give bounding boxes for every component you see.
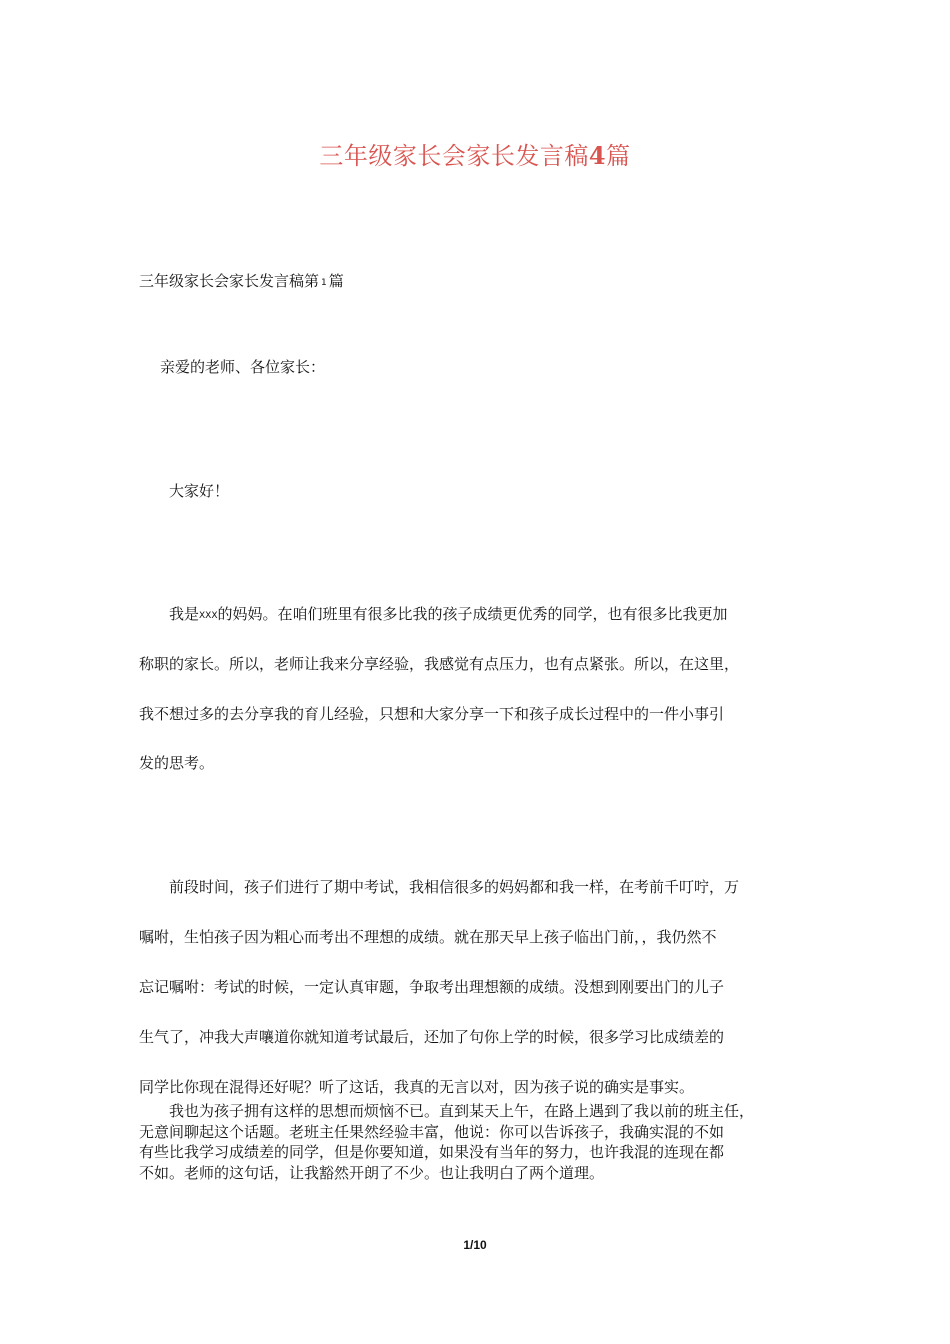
paragraph-1-line-1	[169, 603, 728, 624]
paragraph-2-line-5: 同学比你现在混得还好呢？听了这话，我真的无言以对，因为孩子说的确实是事实。	[139, 1078, 695, 1096]
paragraph-3-line-3: 有些比我学习成绩差的同学，但是你要知道，如果没有当年的努力，也许我混的连现在都	[139, 1143, 725, 1161]
section-number: 1	[321, 278, 327, 288]
p1-pre: 我是	[169, 605, 200, 623]
section-suffix: 篇	[328, 272, 344, 290]
paragraph-1-line-3: 我不想过多的去分享我的育儿经验，只想和大家分享一下和孩子成长过程中的一件小事引	[139, 705, 725, 723]
greeting: 大家好！	[169, 482, 230, 500]
title-number: 4	[588, 141, 607, 170]
section-heading	[139, 270, 344, 291]
paragraph-3-line-4: 不如。老师的这句话，让我豁然开朗了不少。也让我明白了两个道理。	[139, 1164, 605, 1182]
document-title	[0, 136, 950, 171]
paragraph-2-line-4: 生气了，冲我大声嚷道你就知道考试最后，还加了句你上学的时候，很多学习比成绩差的	[139, 1028, 725, 1046]
paragraph-2-line-3: 忘记嘱咐：考试的时候，一定认真审题，争取考出理想额的成绩。没想到刚要出门的儿子	[139, 978, 725, 996]
salutation: 亲爱的老师、各位家长：	[160, 358, 326, 376]
paragraph-3-line-1: 我也为孩子拥有这样的思想而烦恼不已。直到某天上午，在路上遇到了我以前的班主任，	[169, 1102, 755, 1120]
p1-name: XXX	[199, 611, 218, 621]
title-prefix: 三年级家长会家长发言稿	[319, 142, 589, 170]
title-suffix: 篇	[606, 142, 631, 170]
paragraph-2-line-1: 前段时间，孩子们进行了期中考试，我相信很多的妈妈都和我一样，在考前千叮咛，万	[169, 878, 740, 896]
paragraph-1-line-4: 发的思考。	[139, 754, 215, 772]
section-prefix: 三年级家长会家长发言稿第	[139, 272, 320, 290]
page-number: 1/10	[463, 1238, 487, 1252]
paragraph-1-line-2: 称职的家长。所以，老师让我来分享经验，我感觉有点压力，也有点紧张。所以，在这里，	[139, 655, 740, 673]
paragraph-3-line-2: 无意间聊起这个话题。老班主任果然经验丰富，他说：你可以告诉孩子，我确实混的不如	[139, 1123, 725, 1141]
p1-line1-rest: 的妈妈。在咱们班里有很多比我的孩子成绩更优秀的同学，也有很多比我更加	[217, 605, 728, 623]
paragraph-2-line-2: 嘱咐，生怕孩子因为粗心而考出不理想的成绩。就在那天早上孩子临出门前，，我仍然不	[139, 928, 717, 946]
